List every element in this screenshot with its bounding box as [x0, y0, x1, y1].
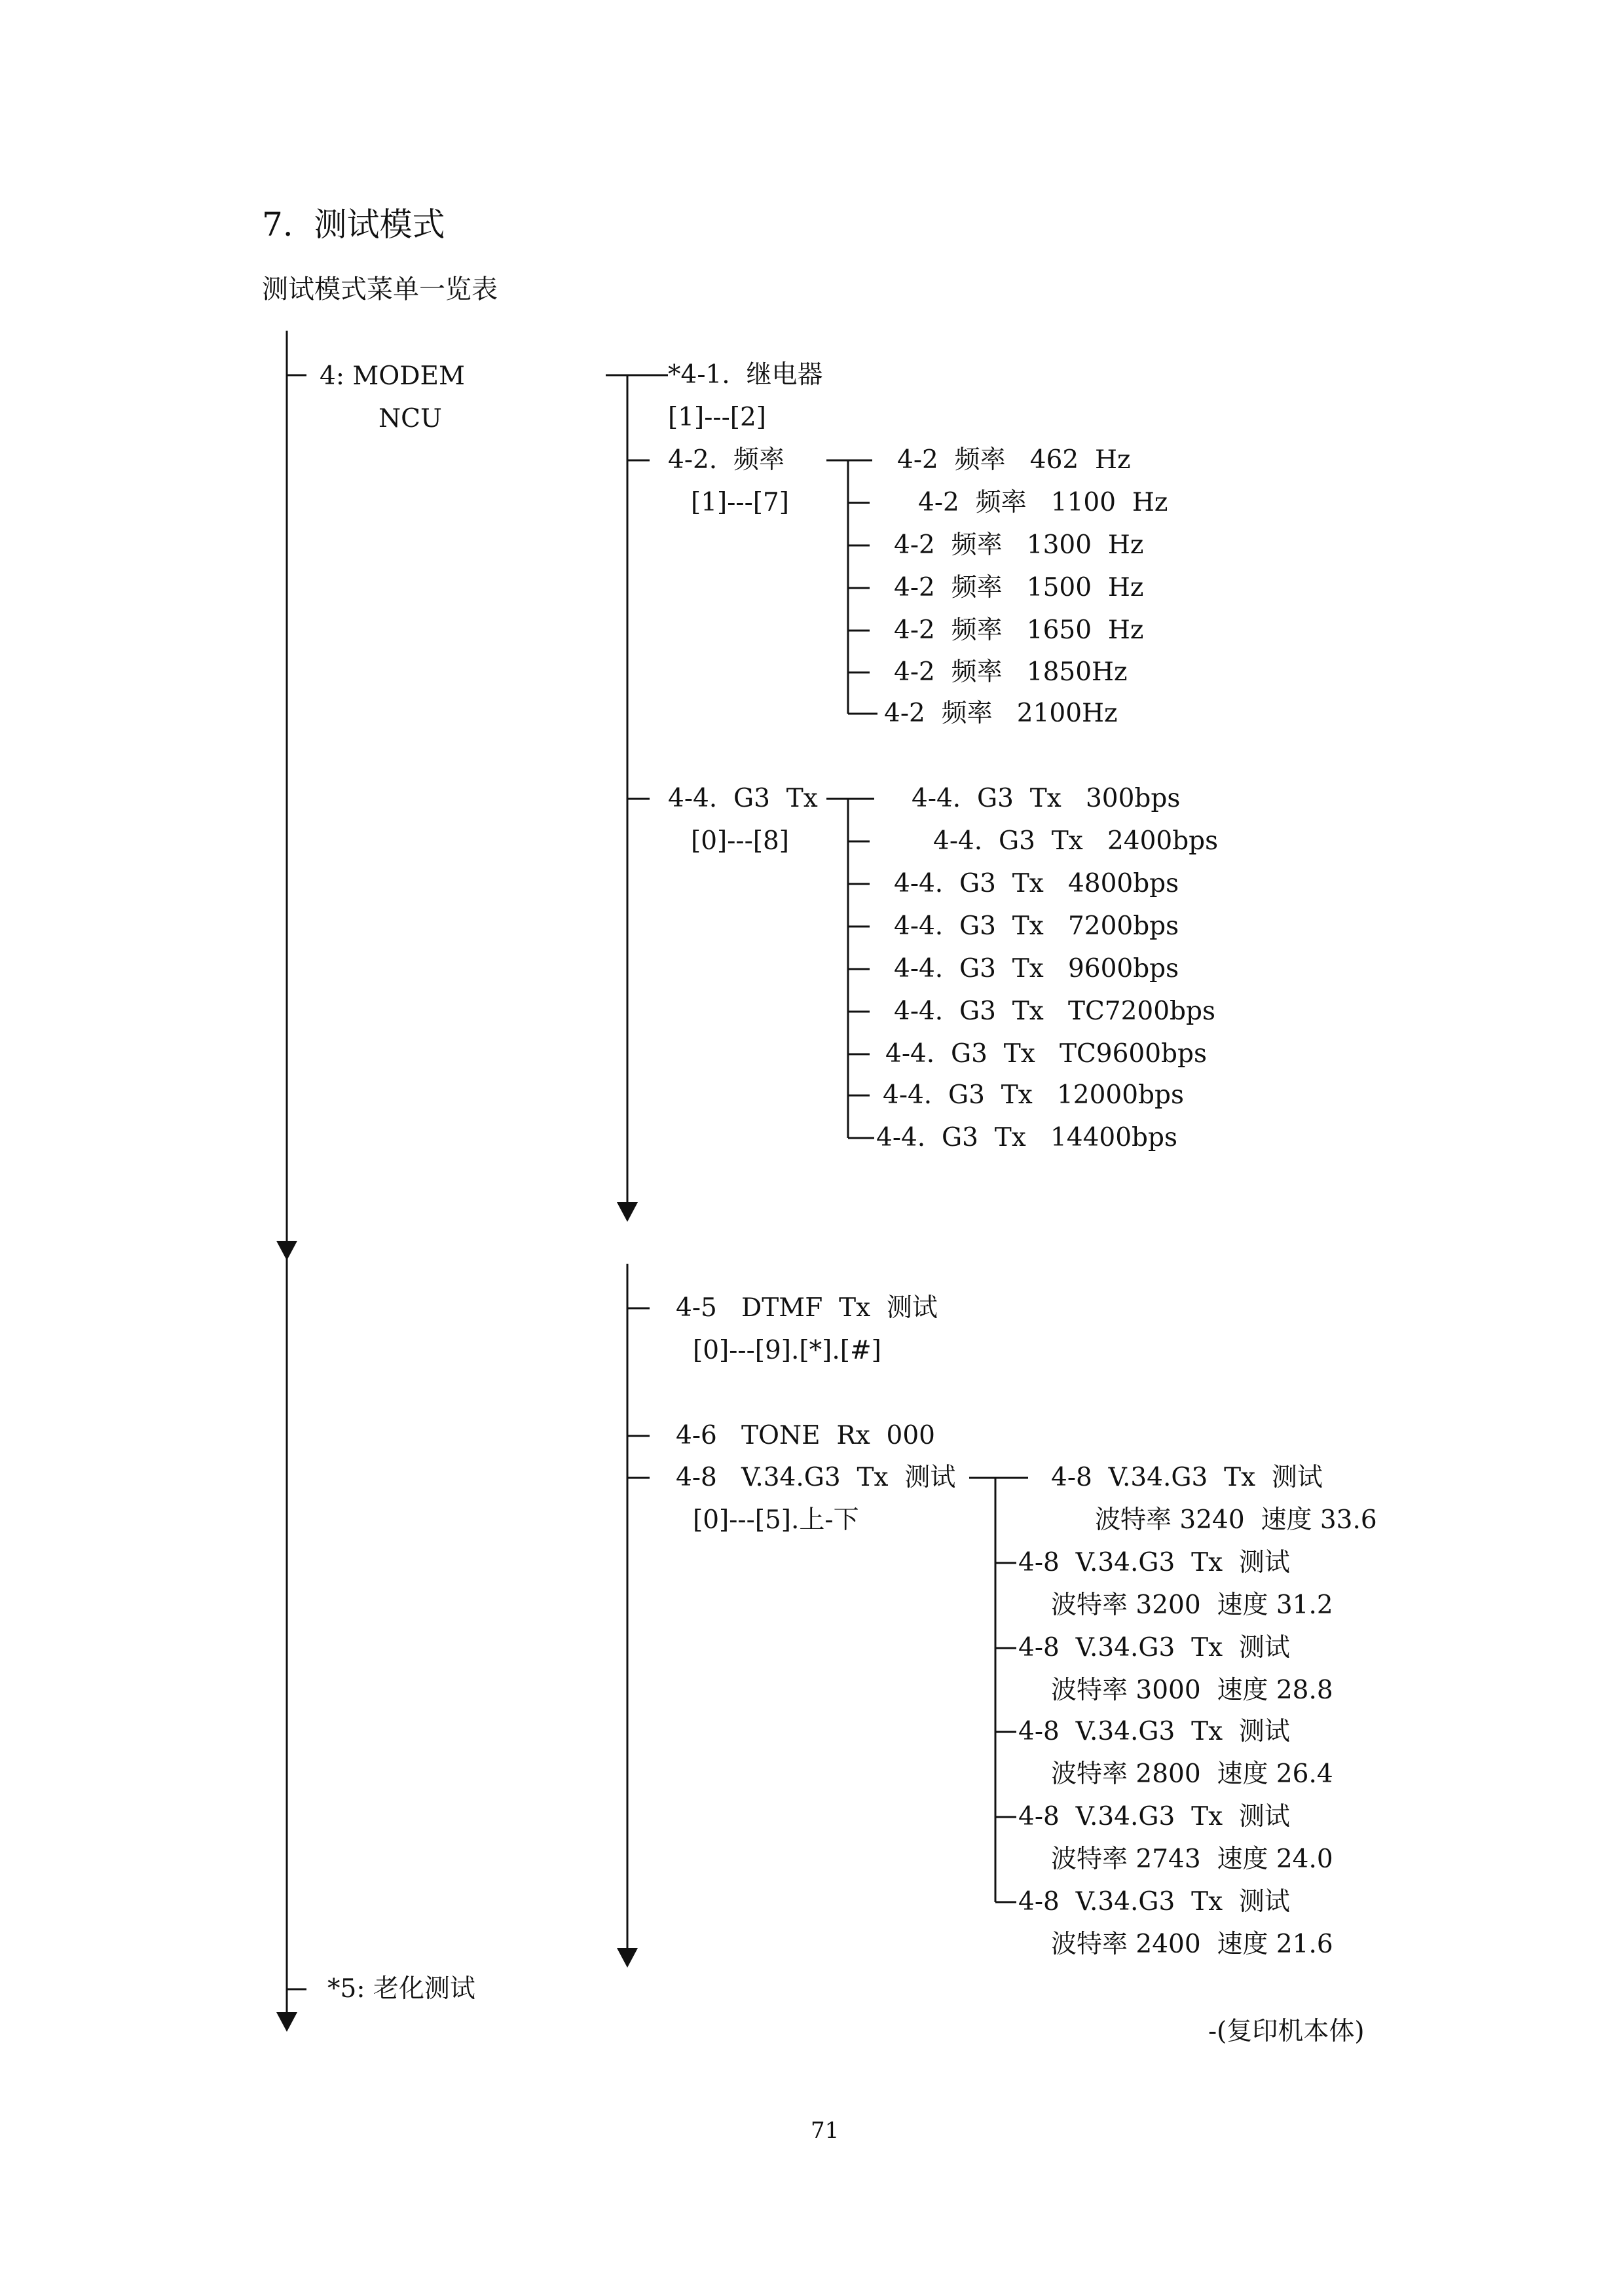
- menu-aging-test: *5: 老化测试: [327, 1974, 475, 2004]
- g3tx-label: 4-4. G3 Tx: [668, 784, 818, 813]
- freq-label: 4-2. 频率: [668, 445, 784, 475]
- g3tx-item: 4-4. G3 Tx 9600bps: [894, 954, 1179, 983]
- footnote: -(复印机本体): [1208, 2017, 1365, 2046]
- menu-modem-sub: NCU: [378, 404, 442, 433]
- freq-item: 4-2 频率 1650 Hz: [894, 615, 1144, 645]
- page-number: 71: [811, 2118, 840, 2144]
- v34-item-detail: 波特率 2800 速度 26.4: [1051, 1759, 1333, 1789]
- v34-item-detail: 波特率 3240 速度 33.6: [1095, 1505, 1377, 1535]
- tone-label: 4-6 TONE Rx 000: [676, 1421, 935, 1450]
- page-subtitle: 测试模式菜单一览表: [262, 274, 498, 304]
- v34-item-name: 4-8 V.34.G3 Tx 测试: [1018, 1887, 1290, 1917]
- relay-label: *4-1. 继电器: [668, 360, 823, 390]
- v34-item-name: 4-8 V.34.G3 Tx 测试: [1018, 1548, 1290, 1577]
- g3tx-item: 4-4. G3 Tx 7200bps: [894, 911, 1179, 941]
- menu-modem: 4: MODEM: [320, 361, 465, 391]
- g3tx-item: 4-4. G3 Tx 14400bps: [876, 1123, 1177, 1152]
- g3tx-item: 4-4. G3 Tx 2400bps: [933, 826, 1219, 856]
- freq-item: 4-2 频率 1850Hz: [894, 657, 1128, 687]
- relay-range: [1]---[2]: [668, 403, 767, 432]
- v34-item-detail: 波特率 2400 速度 21.6: [1051, 1930, 1333, 1959]
- freq-item: 4-2 频率 462 Hz: [897, 445, 1131, 475]
- freq-item: 4-2 频率 1100 Hz: [918, 488, 1168, 517]
- v34-item-name: 4-8 V.34.G3 Tx 测试: [1018, 1717, 1290, 1746]
- page-title: 7. 测试模式: [262, 206, 445, 244]
- freq-item: 4-2 频率 1300 Hz: [894, 530, 1144, 560]
- g3tx-item: 4-4. G3 Tx 12000bps: [883, 1080, 1184, 1110]
- v34-item-name: 4-8 V.34.G3 Tx 测试: [1051, 1463, 1323, 1492]
- dtmf-label: 4-5 DTMF Tx 测试: [676, 1293, 938, 1323]
- v34-item-detail: 波特率 2743 速度 24.0: [1051, 1845, 1333, 1874]
- v34-item-detail: 波特率 3000 速度 28.8: [1051, 1676, 1333, 1705]
- g3tx-item: 4-4. G3 Tx TC7200bps: [894, 997, 1216, 1026]
- freq-item: 4-2 频率 1500 Hz: [894, 573, 1144, 602]
- v34-item-name: 4-8 V.34.G3 Tx 测试: [1018, 1633, 1290, 1662]
- v34-label: 4-8 V.34.G3 Tx 测试: [676, 1463, 956, 1492]
- g3tx-range: [0]---[8]: [691, 826, 790, 856]
- g3tx-item: 4-4. G3 Tx 4800bps: [894, 869, 1179, 898]
- g3tx-item: 4-4. G3 Tx 300bps: [912, 784, 1181, 813]
- v34-item-detail: 波特率 3200 速度 31.2: [1051, 1590, 1333, 1620]
- dtmf-range: [0]---[9].[*].[#]: [693, 1336, 881, 1365]
- freq-range: [1]---[7]: [691, 488, 790, 517]
- v34-range: [0]---[5].上-下: [693, 1505, 859, 1535]
- v34-item-name: 4-8 V.34.G3 Tx 测试: [1018, 1802, 1290, 1831]
- g3tx-item: 4-4. G3 Tx TC9600bps: [885, 1039, 1208, 1069]
- freq-item: 4-2 频率 2100Hz: [884, 699, 1118, 728]
